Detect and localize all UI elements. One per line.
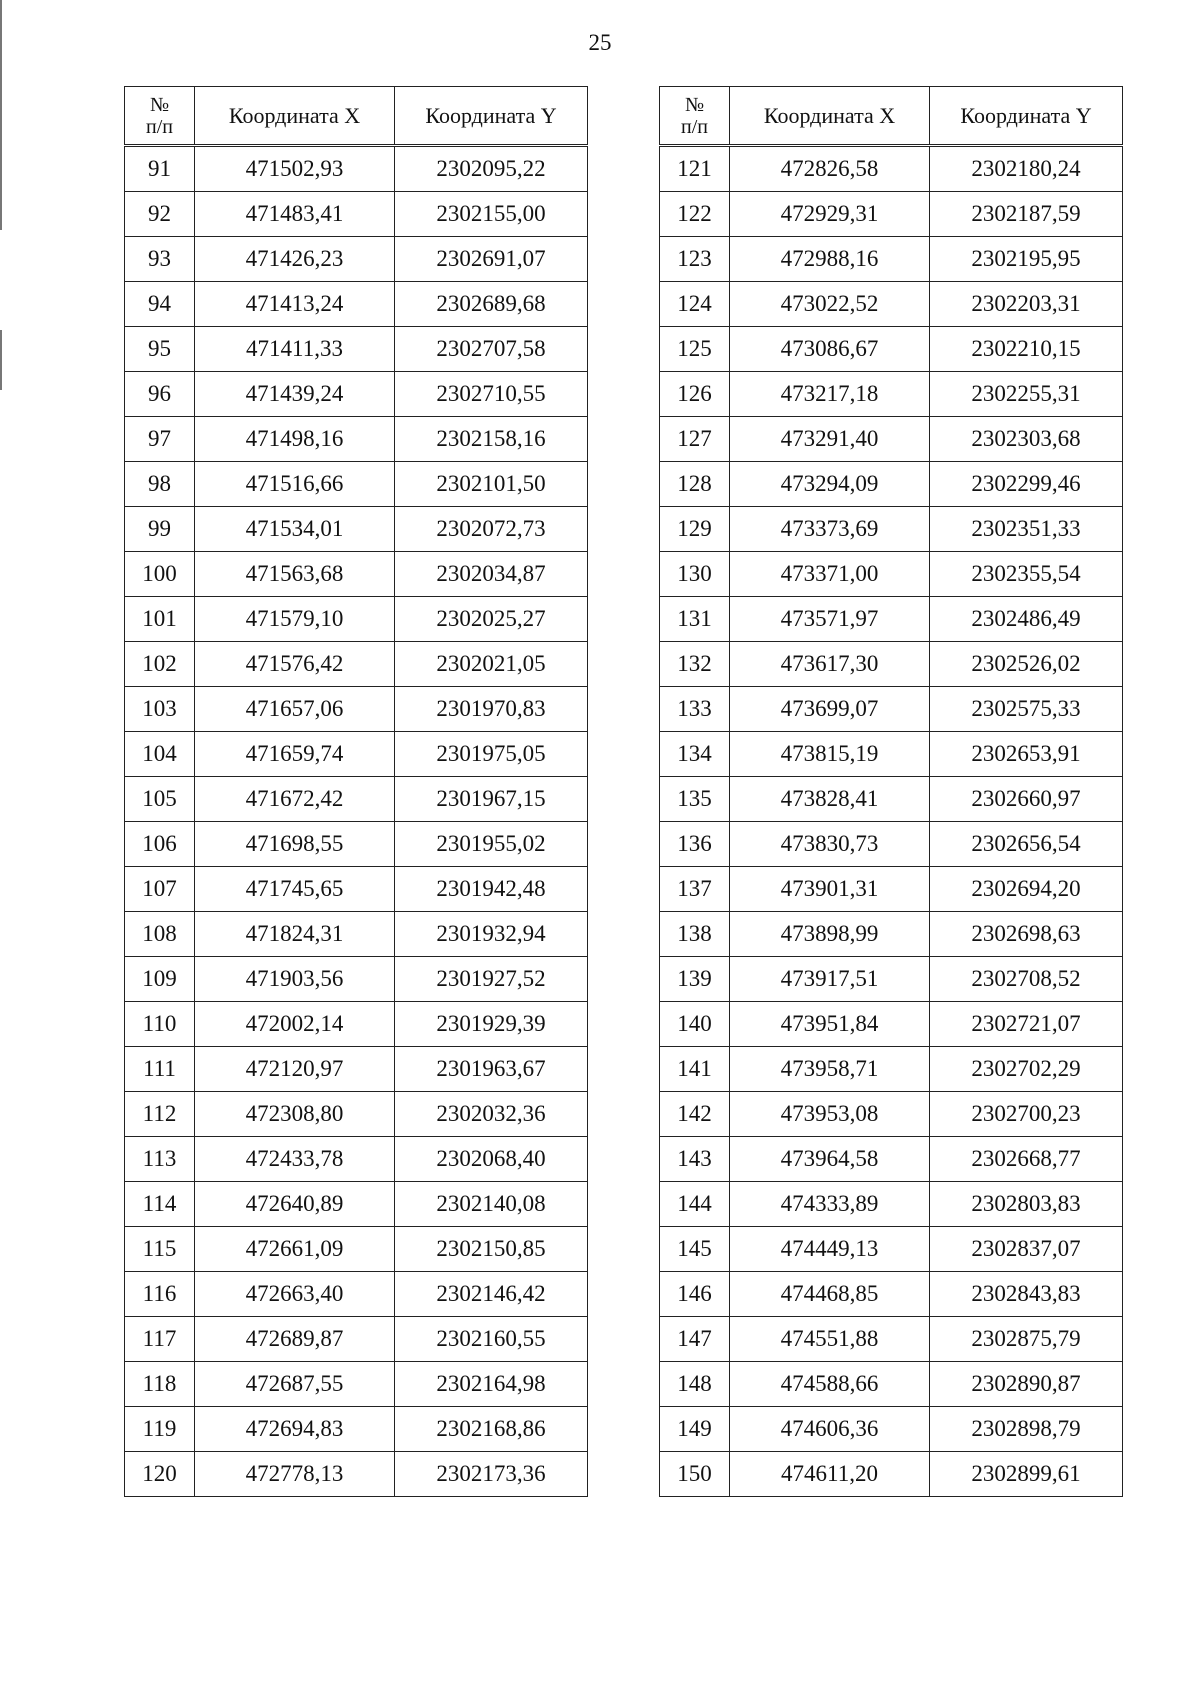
table-row (660, 1092, 1123, 1137)
table-row (125, 327, 588, 372)
coordinate-y-value: 2302890,87 (930, 1362, 1123, 1407)
coordinate-x-value: 472694,83 (195, 1407, 395, 1452)
coordinate-y-value: 2302698,63 (930, 912, 1123, 957)
page-number: 25 (588, 30, 612, 55)
table-row (660, 1362, 1123, 1407)
coordinate-y-value: 2301927,52 (395, 957, 588, 1002)
coordinate-x-value: 471824,31 (195, 912, 395, 957)
coordinate-y-value: 2302653,91 (930, 732, 1123, 777)
number-abbrev: п/п (146, 115, 173, 138)
table-row (660, 1047, 1123, 1092)
coordinate-y-value: 2302095,22 (395, 146, 588, 192)
table-row (660, 237, 1123, 282)
coordinate-x-value: 473699,07 (730, 687, 930, 732)
coordinate-y-value: 2301942,48 (395, 867, 588, 912)
table-row (125, 462, 588, 507)
table-row (660, 552, 1123, 597)
table-row (660, 1452, 1123, 1497)
coordinate-x-value: 472120,97 (195, 1047, 395, 1092)
row-number: 144 (660, 1182, 730, 1227)
table-row (660, 732, 1123, 777)
coordinate-x-value: 472988,16 (730, 237, 930, 282)
coordinate-x-value: 471483,41 (195, 192, 395, 237)
column-header-coord-y: Координата Y (395, 87, 588, 146)
coordinate-y-value: 2302660,97 (930, 777, 1123, 822)
table-row (125, 1272, 588, 1317)
coordinate-x-value: 473953,08 (730, 1092, 930, 1137)
coordinate-y-value: 2302168,86 (395, 1407, 588, 1452)
coordinate-y-value: 2302140,08 (395, 1182, 588, 1227)
table-row (125, 1182, 588, 1227)
row-number: 119 (125, 1407, 195, 1452)
coordinate-y-value: 2302150,85 (395, 1227, 588, 1272)
row-number: 115 (125, 1227, 195, 1272)
table-row (660, 282, 1123, 327)
coordinate-y-value: 2301955,02 (395, 822, 588, 867)
table-row (125, 1407, 588, 1452)
table-row (660, 1182, 1123, 1227)
coordinate-x-value: 472661,09 (195, 1227, 395, 1272)
row-number: 148 (660, 1362, 730, 1407)
coordinates-table-right (659, 86, 1123, 1497)
table-row (125, 777, 588, 822)
coordinate-x-value: 473022,52 (730, 282, 930, 327)
coordinate-y-value: 2302708,52 (930, 957, 1123, 1002)
scan-edge-mark (0, 330, 2, 390)
coordinate-y-value: 2302486,49 (930, 597, 1123, 642)
coordinate-y-value: 2302158,16 (395, 417, 588, 462)
coordinate-y-value: 2302355,54 (930, 552, 1123, 597)
table-row (660, 192, 1123, 237)
table-row (660, 1137, 1123, 1182)
row-number: 125 (660, 327, 730, 372)
coordinate-x-value: 473901,31 (730, 867, 930, 912)
coordinate-x-value: 473294,09 (730, 462, 930, 507)
table-body-left (125, 146, 588, 1497)
coordinate-y-value: 2302710,55 (395, 372, 588, 417)
coordinate-x-value: 473291,40 (730, 417, 930, 462)
coordinate-y-value: 2302032,36 (395, 1092, 588, 1137)
table-row (125, 1092, 588, 1137)
coordinate-y-value: 2302721,07 (930, 1002, 1123, 1047)
row-number: 112 (125, 1092, 195, 1137)
row-number: 135 (660, 777, 730, 822)
coordinates-table-left (124, 86, 588, 1497)
row-number: 100 (125, 552, 195, 597)
table-header-row (125, 87, 588, 146)
table-row (125, 417, 588, 462)
table-row (125, 146, 588, 192)
table-row (125, 192, 588, 237)
table-row (660, 1227, 1123, 1272)
row-number: 122 (660, 192, 730, 237)
coordinate-y-value: 2302021,05 (395, 642, 588, 687)
coordinate-x-value: 471534,01 (195, 507, 395, 552)
row-number: 103 (125, 687, 195, 732)
table-row (125, 597, 588, 642)
table-row (125, 1137, 588, 1182)
coordinate-x-value: 472826,58 (730, 146, 930, 192)
row-number: 113 (125, 1137, 195, 1182)
coordinate-y-value: 2302694,20 (930, 867, 1123, 912)
row-number: 123 (660, 237, 730, 282)
coordinate-x-value: 472433,78 (195, 1137, 395, 1182)
row-number: 106 (125, 822, 195, 867)
row-number: 126 (660, 372, 730, 417)
row-number: 99 (125, 507, 195, 552)
row-number: 110 (125, 1002, 195, 1047)
coordinate-x-value: 473828,41 (730, 777, 930, 822)
table-row (125, 372, 588, 417)
row-number: 114 (125, 1182, 195, 1227)
table-row (660, 1272, 1123, 1317)
coordinate-y-value: 2302255,31 (930, 372, 1123, 417)
table-row (125, 1362, 588, 1407)
table-row (660, 462, 1123, 507)
coordinate-x-value: 472929,31 (730, 192, 930, 237)
coordinate-x-value: 473617,30 (730, 642, 930, 687)
coordinate-x-value: 473571,97 (730, 597, 930, 642)
row-number: 136 (660, 822, 730, 867)
coordinate-y-value: 2302526,02 (930, 642, 1123, 687)
coordinate-x-value: 473373,69 (730, 507, 930, 552)
column-header-coord-x: Координата X (730, 87, 930, 146)
coordinate-x-value: 472002,14 (195, 1002, 395, 1047)
row-number: 141 (660, 1047, 730, 1092)
coordinate-y-value: 2302187,59 (930, 192, 1123, 237)
table-row (660, 1002, 1123, 1047)
coordinate-x-value: 474333,89 (730, 1182, 930, 1227)
coordinate-x-value: 474449,13 (730, 1227, 930, 1272)
coordinate-y-value: 2301932,94 (395, 912, 588, 957)
number-sign: № (684, 93, 705, 116)
table-header-row (660, 87, 1123, 146)
row-number: 128 (660, 462, 730, 507)
row-number: 124 (660, 282, 730, 327)
row-number: 150 (660, 1452, 730, 1497)
coordinate-y-value: 2302072,73 (395, 507, 588, 552)
coordinate-y-value: 2302299,46 (930, 462, 1123, 507)
coordinate-x-value: 472308,80 (195, 1092, 395, 1137)
coordinate-y-value: 2301970,83 (395, 687, 588, 732)
row-number: 92 (125, 192, 195, 237)
coordinate-y-value: 2302303,68 (930, 417, 1123, 462)
row-number: 118 (125, 1362, 195, 1407)
row-number: 137 (660, 867, 730, 912)
row-number: 120 (125, 1452, 195, 1497)
coordinate-x-value: 471576,42 (195, 642, 395, 687)
table-row (660, 912, 1123, 957)
row-number: 101 (125, 597, 195, 642)
column-header-coord-y: Координата Y (930, 87, 1123, 146)
coordinate-x-value: 471657,06 (195, 687, 395, 732)
coordinate-y-value: 2302689,68 (395, 282, 588, 327)
table-row (125, 912, 588, 957)
coordinate-x-value: 471659,74 (195, 732, 395, 777)
coordinate-x-value: 473371,00 (730, 552, 930, 597)
table-body-right (660, 146, 1123, 1497)
coordinate-x-value: 474606,36 (730, 1407, 930, 1452)
row-number: 104 (125, 732, 195, 777)
row-number: 139 (660, 957, 730, 1002)
table-row (125, 552, 588, 597)
column-header-number (660, 87, 730, 146)
table-row (125, 1317, 588, 1362)
table-row (660, 822, 1123, 867)
coordinate-x-value: 471502,93 (195, 146, 395, 192)
number-abbrev: п/п (681, 115, 708, 138)
coordinate-x-value: 474611,20 (730, 1452, 930, 1497)
coordinate-x-value: 471413,24 (195, 282, 395, 327)
table-row (660, 1407, 1123, 1452)
coordinate-y-value: 2301975,05 (395, 732, 588, 777)
row-number: 96 (125, 372, 195, 417)
coordinate-x-value: 474468,85 (730, 1272, 930, 1317)
coordinate-x-value: 473958,71 (730, 1047, 930, 1092)
coordinate-x-value: 471426,23 (195, 237, 395, 282)
coordinate-x-value: 473086,67 (730, 327, 930, 372)
coordinate-x-value: 471672,42 (195, 777, 395, 822)
row-number: 129 (660, 507, 730, 552)
row-number: 98 (125, 462, 195, 507)
coordinate-x-value: 471579,10 (195, 597, 395, 642)
table-row (660, 597, 1123, 642)
coordinate-x-value: 473217,18 (730, 372, 930, 417)
table-row (660, 372, 1123, 417)
coordinate-x-value: 472687,55 (195, 1362, 395, 1407)
table-row (125, 1227, 588, 1272)
table-row (660, 327, 1123, 372)
coordinate-y-value: 2302803,83 (930, 1182, 1123, 1227)
table-row (660, 642, 1123, 687)
number-sign: № (149, 93, 170, 116)
row-number: 131 (660, 597, 730, 642)
coordinate-y-value: 2302837,07 (930, 1227, 1123, 1272)
row-number: 127 (660, 417, 730, 462)
table-row (125, 642, 588, 687)
coordinate-x-value: 473898,99 (730, 912, 930, 957)
coordinate-y-value: 2301963,67 (395, 1047, 588, 1092)
coordinate-x-value: 471903,56 (195, 957, 395, 1002)
row-number: 117 (125, 1317, 195, 1362)
coordinate-y-value: 2302146,42 (395, 1272, 588, 1317)
coordinate-x-value: 471498,16 (195, 417, 395, 462)
coordinate-y-value: 2302351,33 (930, 507, 1123, 552)
coordinate-y-value: 2302575,33 (930, 687, 1123, 732)
coordinate-x-value: 471411,33 (195, 327, 395, 372)
table-row (125, 1002, 588, 1047)
row-number: 109 (125, 957, 195, 1002)
row-number: 121 (660, 146, 730, 192)
table-row (125, 1047, 588, 1092)
coordinate-y-value: 2302700,23 (930, 1092, 1123, 1137)
coordinate-x-value: 471745,65 (195, 867, 395, 912)
row-number: 133 (660, 687, 730, 732)
table-row (660, 1317, 1123, 1362)
row-number: 93 (125, 237, 195, 282)
row-number: 134 (660, 732, 730, 777)
coordinate-x-value: 471563,68 (195, 552, 395, 597)
table-row (125, 867, 588, 912)
row-number: 108 (125, 912, 195, 957)
coordinate-y-value: 2302843,83 (930, 1272, 1123, 1317)
coordinate-x-value: 472778,13 (195, 1452, 395, 1497)
coordinate-x-value: 472640,89 (195, 1182, 395, 1227)
coordinate-x-value: 471516,66 (195, 462, 395, 507)
coordinate-x-value: 474588,66 (730, 1362, 930, 1407)
coordinate-y-value: 2302155,00 (395, 192, 588, 237)
coordinate-y-value: 2302707,58 (395, 327, 588, 372)
coordinate-y-value: 2302034,87 (395, 552, 588, 597)
table-row (125, 957, 588, 1002)
table-row (125, 732, 588, 777)
row-number: 143 (660, 1137, 730, 1182)
table-row (125, 507, 588, 552)
row-number: 91 (125, 146, 195, 192)
coordinate-y-value: 2302180,24 (930, 146, 1123, 192)
coordinate-y-value: 2302164,98 (395, 1362, 588, 1407)
table-row (660, 687, 1123, 732)
coordinate-y-value: 2302668,77 (930, 1137, 1123, 1182)
row-number: 116 (125, 1272, 195, 1317)
row-number: 138 (660, 912, 730, 957)
coordinate-y-value: 2302702,29 (930, 1047, 1123, 1092)
row-number: 102 (125, 642, 195, 687)
table-row (125, 237, 588, 282)
coordinate-y-value: 2302068,40 (395, 1137, 588, 1182)
row-number: 95 (125, 327, 195, 372)
row-number: 132 (660, 642, 730, 687)
coordinate-x-value: 471439,24 (195, 372, 395, 417)
table-row (660, 777, 1123, 822)
coordinate-x-value: 472689,87 (195, 1317, 395, 1362)
table-row (660, 146, 1123, 192)
table-row (125, 822, 588, 867)
column-header-coord-x: Координата X (195, 87, 395, 146)
table-row (125, 687, 588, 732)
coordinate-y-value: 2302160,55 (395, 1317, 588, 1362)
coordinate-x-value: 471698,55 (195, 822, 395, 867)
table-row (660, 957, 1123, 1002)
row-number: 111 (125, 1047, 195, 1092)
coordinate-y-value: 2302691,07 (395, 237, 588, 282)
table-row (660, 417, 1123, 462)
row-number: 94 (125, 282, 195, 327)
row-number: 130 (660, 552, 730, 597)
coordinate-x-value: 473964,58 (730, 1137, 930, 1182)
coordinate-x-value: 473951,84 (730, 1002, 930, 1047)
table-row (660, 507, 1123, 552)
coordinate-y-value: 2301967,15 (395, 777, 588, 822)
row-number: 145 (660, 1227, 730, 1272)
coordinate-y-value: 2301929,39 (395, 1002, 588, 1047)
coordinate-y-value: 2302025,27 (395, 597, 588, 642)
coordinate-y-value: 2302173,36 (395, 1452, 588, 1497)
row-number: 105 (125, 777, 195, 822)
coordinate-y-value: 2302898,79 (930, 1407, 1123, 1452)
coordinate-x-value: 474551,88 (730, 1317, 930, 1362)
coordinate-y-value: 2302203,31 (930, 282, 1123, 327)
coordinate-x-value: 473815,19 (730, 732, 930, 777)
row-number: 142 (660, 1092, 730, 1137)
table-row (125, 282, 588, 327)
column-header-number (125, 87, 195, 146)
coordinate-y-value: 2302656,54 (930, 822, 1123, 867)
table-row (660, 867, 1123, 912)
table-row (125, 1452, 588, 1497)
row-number: 146 (660, 1272, 730, 1317)
row-number: 97 (125, 417, 195, 462)
row-number: 147 (660, 1317, 730, 1362)
coordinate-y-value: 2302899,61 (930, 1452, 1123, 1497)
coordinate-y-value: 2302101,50 (395, 462, 588, 507)
row-number: 107 (125, 867, 195, 912)
row-number: 140 (660, 1002, 730, 1047)
row-number: 149 (660, 1407, 730, 1452)
coordinate-y-value: 2302210,15 (930, 327, 1123, 372)
coordinate-x-value: 472663,40 (195, 1272, 395, 1317)
coordinate-y-value: 2302195,95 (930, 237, 1123, 282)
coordinate-x-value: 473917,51 (730, 957, 930, 1002)
coordinate-x-value: 473830,73 (730, 822, 930, 867)
coordinate-y-value: 2302875,79 (930, 1317, 1123, 1362)
